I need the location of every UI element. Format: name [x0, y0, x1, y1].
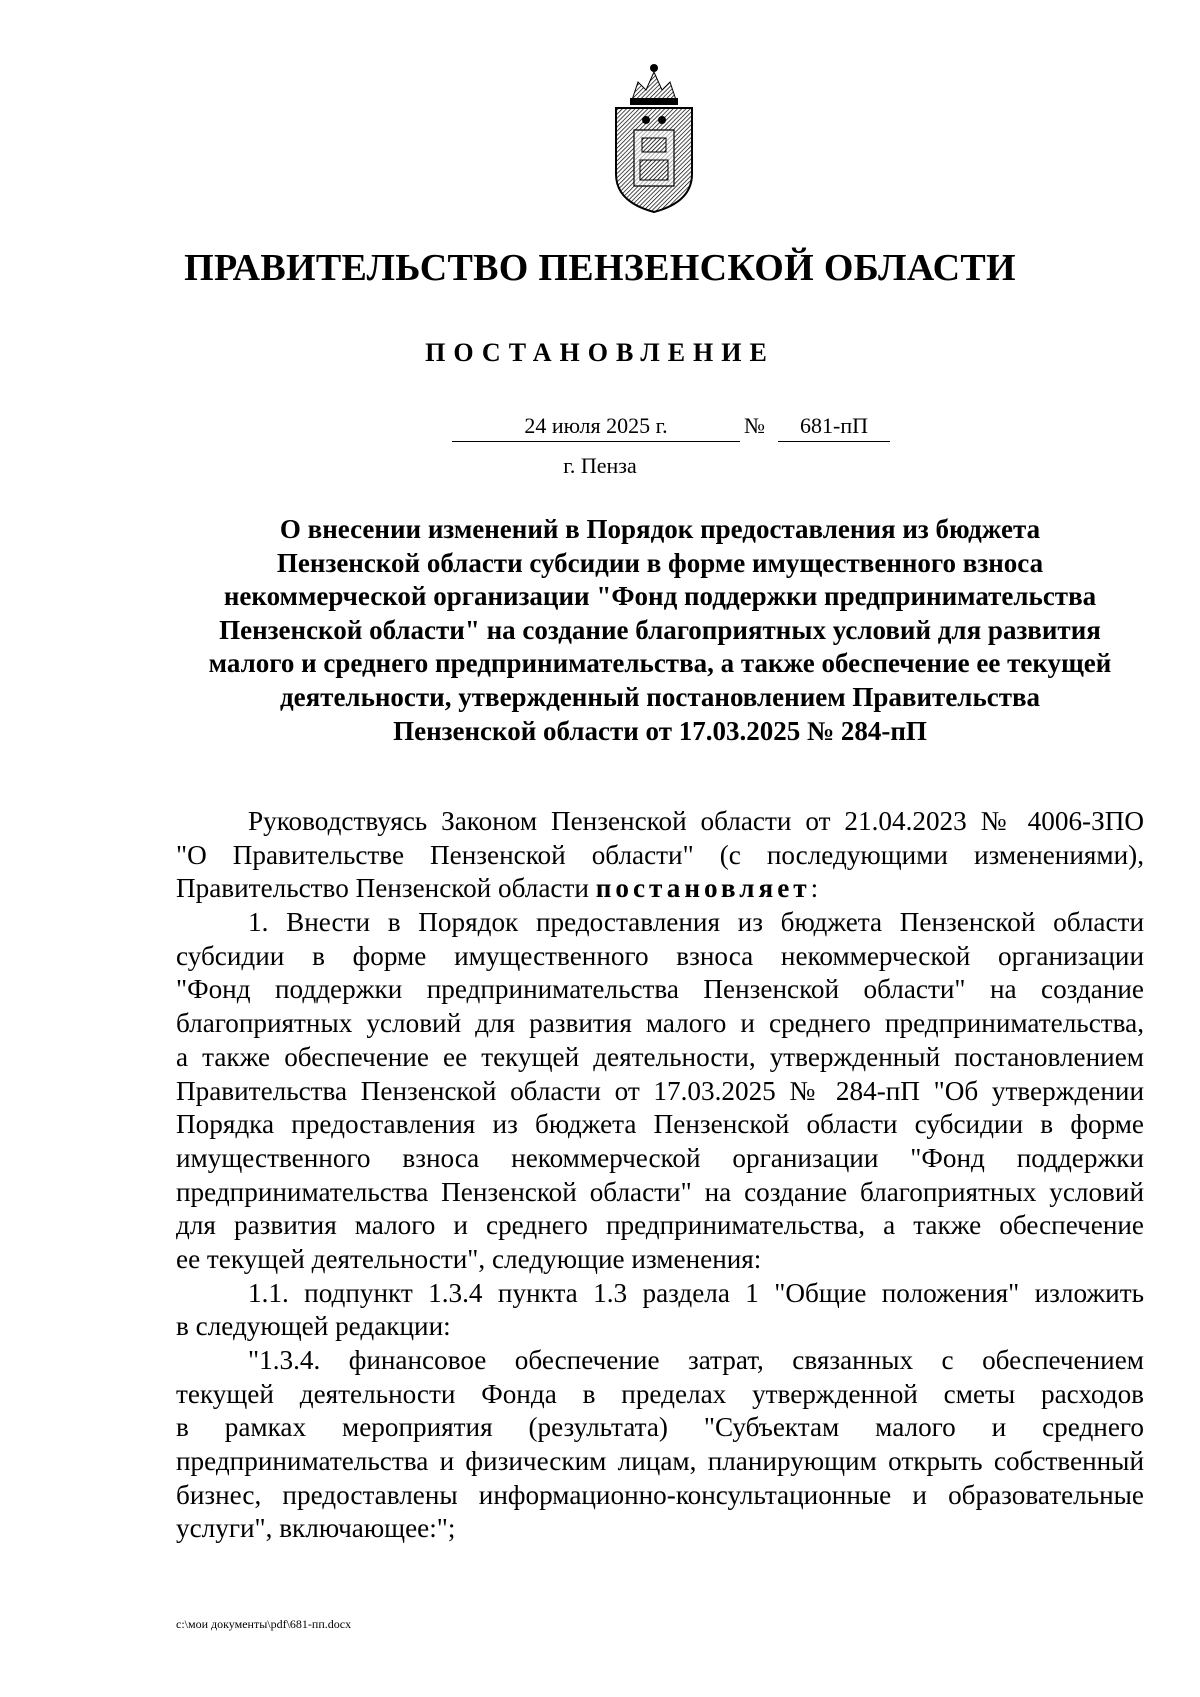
title-line: Пензенской области от 17.03.2025 № 284-пП — [393, 715, 927, 746]
body-line: Порядка предоставления из бюджета Пензенской области субсидии в форме — [176, 1109, 1144, 1140]
resolves-word: постановляет — [595, 873, 811, 904]
body-line: благоприятных условий для развития малого и среднего предпринимательства, — [176, 1008, 1144, 1039]
resolves-suffix: : — [810, 873, 819, 904]
number-sign: № — [744, 413, 765, 438]
body-line: для развития малого и среднего предпринимательства, а также обеспечение — [176, 1210, 1144, 1241]
body-line: текущей деятельности Фонда в пределах утвержденной сметы расходов — [176, 1378, 1144, 1409]
body-line-resolves — [176, 872, 1144, 906]
organization-title: ПРАВИТЕЛЬСТВО ПЕНЗЕНСКОЙ ОБЛАСТИ — [184, 247, 1016, 289]
body-line: субсидии в форме имущественного взноса некоммерческой организации — [176, 940, 1144, 971]
document-date: 24 июля 2025 г. — [452, 411, 740, 442]
resolves-prefix: Правительство Пензенской области — [176, 873, 596, 904]
footer-file-path: c:\мои документы\pdf\681-пп.docx — [176, 1617, 352, 1631]
title-line: Пензенской области субсидии в форме имущественного взноса — [276, 547, 1044, 578]
body-line: Руководствуясь Законом Пензенской области от 21.04.2023 № 4006-ЗПО — [248, 806, 1144, 836]
document-type: ПОСТАНОВЛЕНИЕ — [425, 338, 775, 367]
body-line: имущественного взноса некоммерческой организации "Фонд поддержки — [176, 1142, 1144, 1173]
body-line: бизнес, предоставлены информационно-консультационные и образовательные — [176, 1479, 1144, 1510]
document-body — [176, 805, 1144, 1546]
body-line: ее текущей деятельности", следующие изменения: — [176, 1243, 762, 1274]
body-line: в следующей редакции: — [176, 1311, 451, 1342]
document-title — [160, 513, 1160, 748]
title-line: О внесении изменений в Порядок предоставления из бюджета — [279, 514, 1041, 544]
coat-of-arms-emblem — [594, 56, 714, 216]
body-line: "1.3.4. финансовое обеспечение затрат, связанных с обеспечением — [248, 1345, 1144, 1375]
body-line: в рамках мероприятия (результата) "Субъектам малого и среднего — [176, 1412, 1144, 1443]
body-line: услуги", включающее:"; — [176, 1513, 456, 1544]
title-line: некоммерческой организации "Фонд поддержки предпринимательства — [223, 581, 1097, 612]
body-line: предпринимательства и физическим лицам, планирующим открыть собственный — [176, 1446, 1144, 1477]
body-line: предпринимательства Пензенской области" на создание благоприятных условий — [176, 1176, 1144, 1207]
document-number: 681-пП — [778, 411, 890, 442]
title-line: малого и среднего предпринимательства, а также обеспечение ее текущей — [208, 648, 1112, 679]
body-line: 1. Внести в Порядок предоставления из бюджета Пензенской области — [248, 907, 1144, 938]
body-line: 1.1. подпункт 1.3.4 пункта 1.3 раздела 1 "Общие положения" изложить — [248, 1277, 1144, 1308]
body-line: "О Правительстве Пензенской области" (с последующими изменениями), — [176, 839, 1144, 870]
document-city: г. Пенза — [563, 453, 637, 478]
body-line: Правительства Пензенской области от 17.03.2025 № 284-пП "Об утверждении — [176, 1075, 1144, 1106]
body-line: а также обеспечение ее текущей деятельности, утвержденный постановлением — [176, 1041, 1144, 1072]
body-line: "Фонд поддержки предпринимательства Пензенской области" на создание — [176, 974, 1144, 1005]
title-line: деятельности, утвержденный постановлением Правительства — [279, 681, 1041, 712]
title-line: Пензенской области" на создание благоприятных условий для развития — [219, 614, 1101, 645]
